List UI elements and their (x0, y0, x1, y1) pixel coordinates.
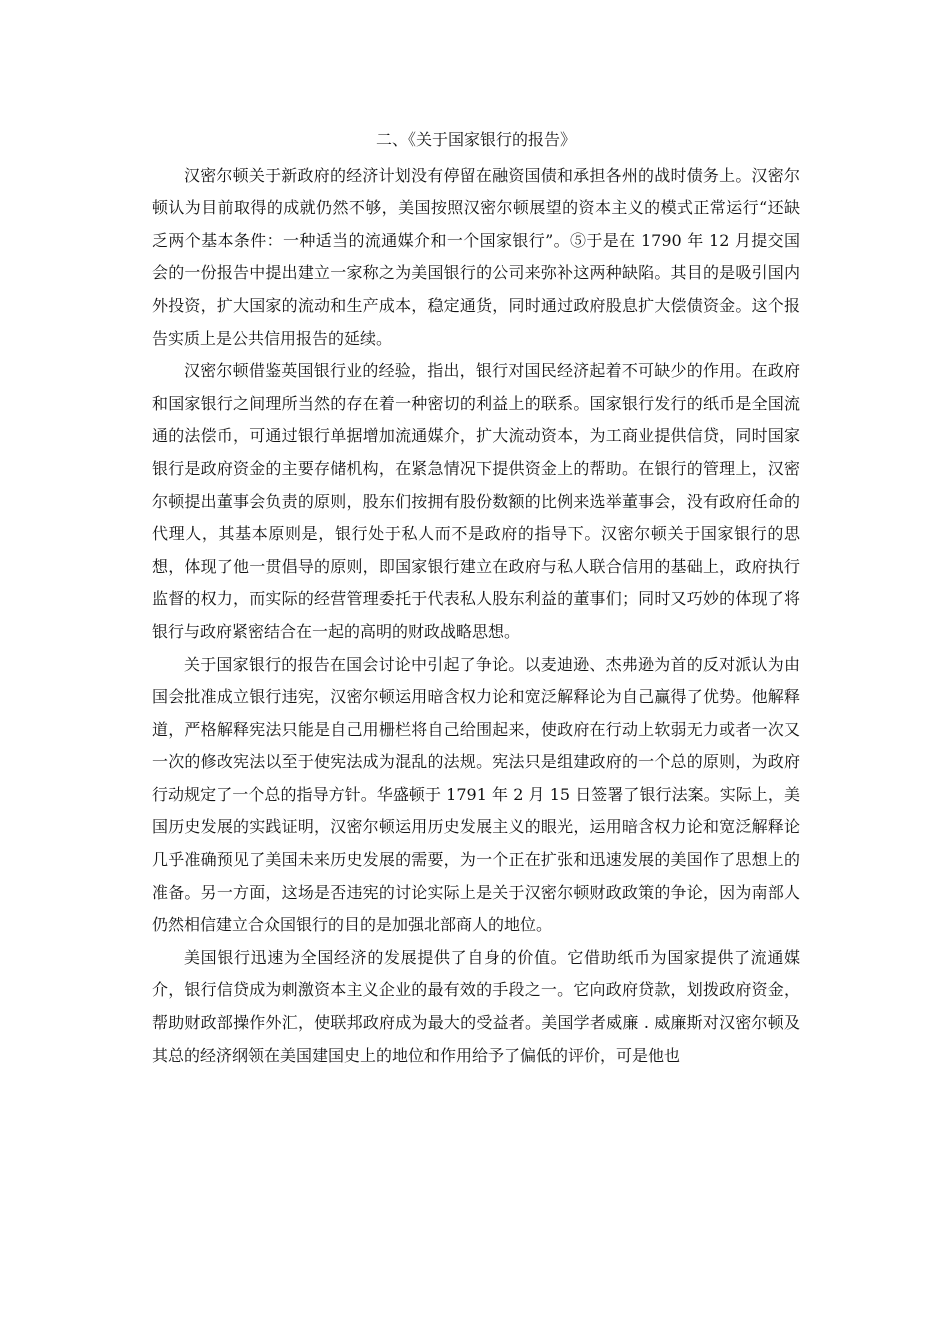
paragraph-1: 汉密尔顿关于新政府的经济计划没有停留在融资国债和承担各州的战时债务上。汉密尔顿认为目前取得的成就仍然不够，美国按照汉密尔顿展望的资本主义的模式正常运行“还缺乏两个基本条件：一种适当的流通媒介和一个国家银行”。⑤于是在 1790 年 12 月提交国会的一份报告中提出建立一家称之为美国银行的公司来弥补这两种缺陷。其目的是吸引国内外投资，扩大国家的流动和生产成本，稳定通货，同时通过政府股息扩大偿债资金。这个报告实质上是公共信用报告的延续。 (152, 165, 800, 348)
paragraph-3: 关于国家银行的报告在国会讨论中引起了争论。以麦迪逊、杰弗逊为首的反对派认为由国会批准成立银行违宪，汉密尔顿运用暗含权力论和宽泛解释论为自己赢得了优势。他解释道，严格解释宪法只能是自己用栅栏将自己给围起来，使政府在行动上软弱无力或者一次又一次的修改宪法以至于使宪法成为混乱的法规。宪法只是组建政府的一个总的原则，为政府行动规定了一个总的指导方针。华盛顿于 1791 年 2 月 15 日签署了银行法案。实际上，美国历史发展的实践证明，汉密尔顿运用历史发展主义的眼光，运用暗含权力论和宽泛解释论几乎准确预见了美国未来历史发展的需要，为一个正在扩张和迅速发展的美国作了思想上的准备。另一方面，这场是否违宪的讨论实际上是关于汉密尔顿财政政策的争论，因为南部人仍然相信建立合众国银行的目的是加强北部商人的地位。 (152, 654, 800, 935)
paragraph-4: 美国银行迅速为全国经济的发展提供了自身的价值。它借助纸币为国家提供了流通媒介，银行信贷成为刺激资本主义企业的最有效的手段之一。它向政府贷款，划拨政府资金，帮助财政部操作外汇，使联邦政府成为最大的受益者。美国学者威廉 . 威廉斯对汉密尔顿及其总的经济纲领在美国建国史上的地位和作用给予了偏低的评价，可是他也 (152, 947, 800, 1065)
paragraph-2: 汉密尔顿借鉴英国银行业的经验，指出，银行对国民经济起着不可缺少的作用。在政府和国家银行之间理所当然的存在着一种密切的利益上的联系。国家银行发行的纸币是全国流通的法偿币，可通过银行单据增加流通媒介，扩大流动资本，为工商业提供信贷，同时国家银行是政府资金的主要存储机构，在紧急情况下提供资金上的帮助。在银行的管理上，汉密尔顿提出董事会负责的原则，股东们按拥有股份数额的比例来选举董事会，没有政府任命的代理人，其基本原则是，银行处于私人而不是政府的指导下。汉密尔顿关于国家银行的思想，体现了他一贯倡导的原则，即国家银行建立在政府与私人联合信用的基础上，政府执行监督的权力，而实际的经营管理委托于代表私人股东利益的董事们；同时又巧妙的体现了将银行与政府紧密结合在一起的高明的财政战略思想。 (152, 361, 800, 641)
document-body (152, 124, 800, 1072)
section-heading: 二、《关于国家银行的报告》 (375, 130, 576, 149)
